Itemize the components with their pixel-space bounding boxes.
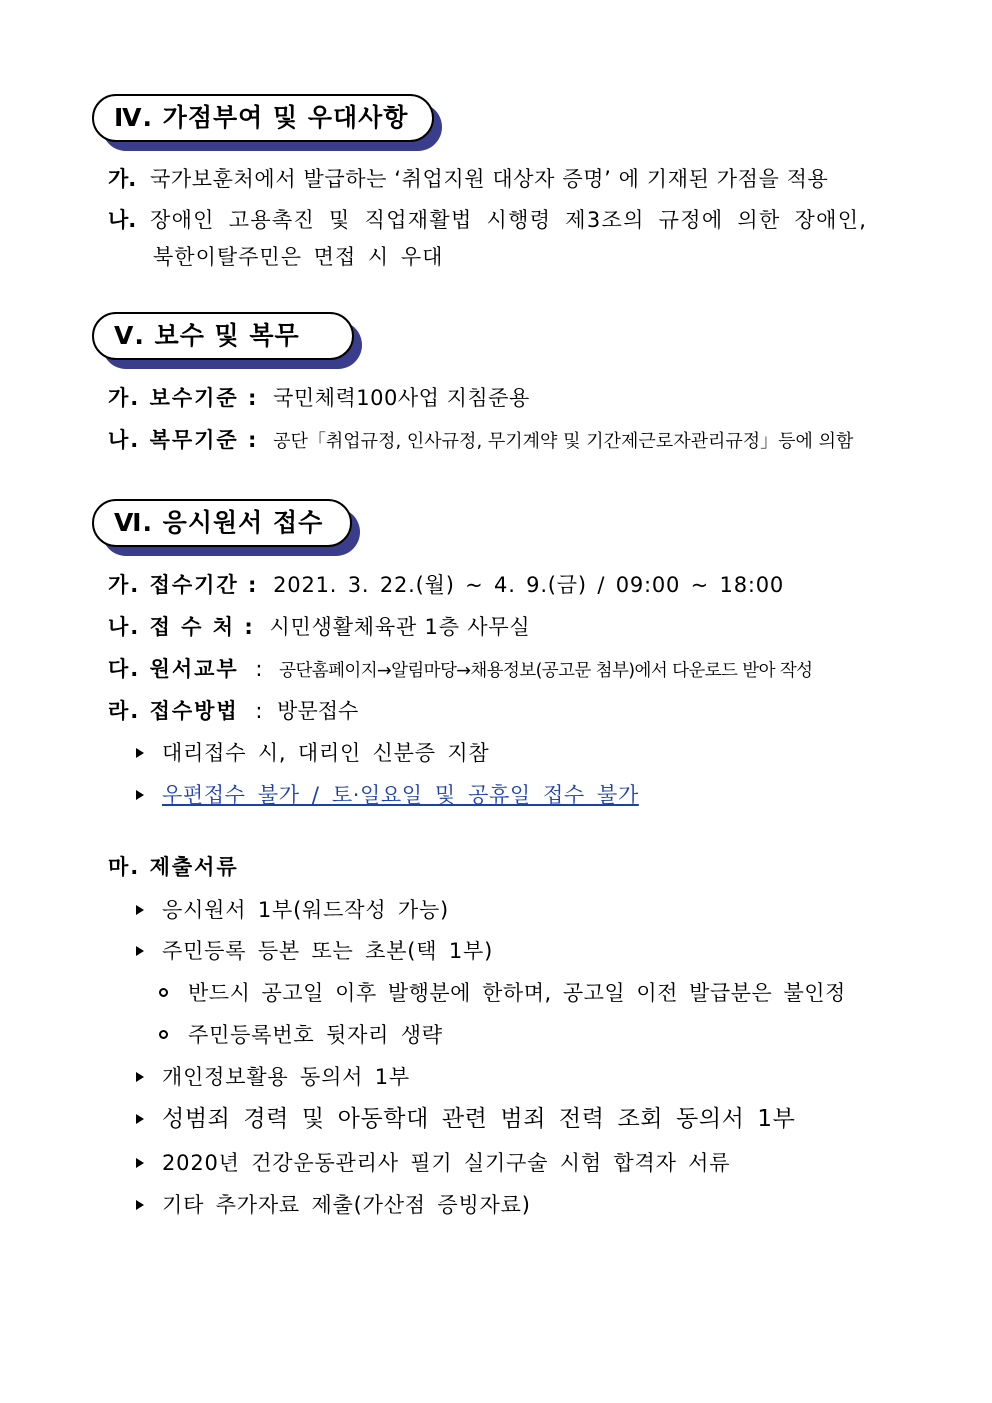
ma-sub-1: 반드시 공고일 이후 발행분에 한하며, 공고일 이전 발급분은 불인정: [188, 981, 846, 1005]
s4-ga-label: 가.: [108, 167, 137, 191]
bullet-triangle-icon: [136, 1200, 144, 1210]
bullet-circle-icon: [159, 988, 168, 997]
s5-item-na: [108, 425, 853, 457]
s4-na-label: 나.: [108, 208, 137, 232]
bullet-circle-icon: [159, 1030, 168, 1039]
s5-na-label: 나. 복무기준 :: [108, 428, 259, 452]
s4-na-text-2: 북한이탈주민은 면접 시 우대: [153, 245, 444, 269]
section-4-title: Ⅳ. 가점부여 및 우대사항: [92, 94, 434, 142]
bullet-triangle-icon: [136, 905, 144, 915]
bullet-triangle-icon: [136, 748, 144, 758]
section-6-title: Ⅵ. 응시원서 접수: [92, 499, 352, 547]
ma-item-2: 주민등록 등본 또는 초본(택 1부): [162, 939, 494, 963]
s6-ra-label: 라. 접수방법: [108, 699, 239, 723]
ra-item-2-link[interactable]: 우편접수 불가 / 토·일요일 및 공휴일 접수 불가: [162, 783, 639, 807]
ma-item-3: 개인정보활용 동의서 1부: [162, 1065, 410, 1089]
bullet-triangle-icon: [136, 1158, 144, 1168]
ra-item-1: 대리접수 시, 대리인 신분증 지참: [162, 741, 490, 765]
s6-da-text: 공단홈페이지→알림마당→채용정보(공고문 첨부)에서 다운로드 받아 작성: [279, 661, 813, 681]
s4-ga-text: [150, 164, 896, 194]
s6-da-colon: :: [255, 657, 263, 681]
s6-item-ra: [108, 696, 358, 726]
s6-ra-text: 방문접수: [277, 699, 359, 723]
ma-item-4: 성범죄 경력 및 아동학대 관련 범죄 전력 조회 동의서 1부: [162, 1106, 796, 1132]
s6-na-label: 나. 접 수 처 :: [108, 615, 255, 639]
s6-item-ga: [108, 570, 784, 600]
s4-ga-text-content: 국가보훈처에서 발급하는 ‘취업지원 대상자 증명’ 에 기재된 가점을 적용: [150, 167, 829, 191]
s5-ga-text: 국민체력100사업 지침준용: [273, 386, 530, 410]
section-6-header: [92, 499, 352, 547]
ma-item-1: 응시원서 1부(워드작성 가능): [162, 898, 450, 922]
s6-ma-label: 마. 제출서류: [108, 855, 239, 879]
s5-na-text: 공단「취업규정, 인사규정, 무기계약 및 기간제근로자관리규정」등에 의함: [273, 431, 854, 452]
s5-item-ga: [108, 383, 530, 413]
ma-sub-2: 주민등록번호 뒷자리 생략: [188, 1023, 443, 1047]
s6-item-da: [108, 654, 812, 686]
ma-item-5: 2020년 건강운동관리사 필기 실기구술 시험 합격자 서류: [162, 1151, 731, 1175]
s4-na-text-1: 장애인 고용촉진 및 직업재활법 시행령 제3조의 규정에 의한 장애인,: [150, 208, 868, 232]
s6-na-text: 시민생활체육관 1층 사무실: [269, 615, 531, 639]
bullet-triangle-icon: [136, 790, 144, 800]
bullet-triangle-icon: [136, 946, 144, 956]
s6-ra-colon: :: [255, 699, 263, 723]
s6-ga-label: 가. 접수기간 :: [108, 573, 259, 597]
bullet-triangle-icon: [136, 1114, 144, 1124]
section-4-header: [92, 94, 434, 142]
section-5-header: [92, 312, 354, 360]
s6-ga-text: 2021. 3. 22.(월) ~ 4. 9.(금) / 09:00 ~ 18:00: [273, 573, 785, 597]
section-5-title: Ⅴ. 보수 및 복무: [92, 312, 354, 360]
s6-item-na: [108, 612, 531, 642]
bullet-triangle-icon: [136, 1072, 144, 1082]
s6-da-label: 다. 원서교부: [108, 657, 239, 681]
ma-item-6: 기타 추가자료 제출(가산점 증빙자료): [162, 1193, 531, 1217]
s5-ga-label: 가. 보수기준 :: [108, 386, 259, 410]
